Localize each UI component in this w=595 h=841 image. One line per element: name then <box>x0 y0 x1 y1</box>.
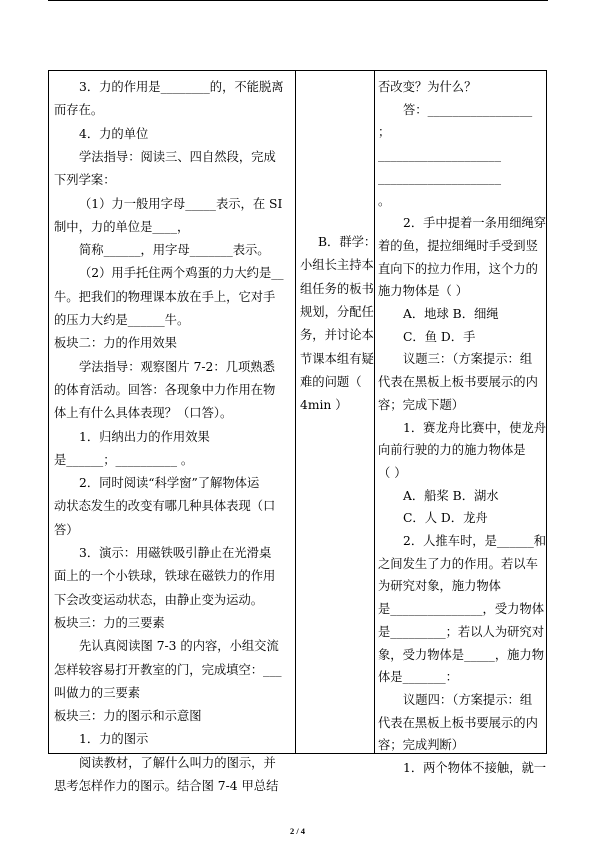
right-column-line: ； <box>378 125 391 140</box>
left-column-line: 板块二：力的作用效果 <box>54 336 177 351</box>
right-column-line: 2．手中提着一条用细绳穿 <box>403 216 547 231</box>
left-column-line: （2）用手托住两个鸡蛋的力大约是__ <box>79 266 284 281</box>
right-column-line: 是_______________，受力物体 <box>378 602 545 617</box>
page-top-rule <box>48 0 548 1</box>
right-column-line: 。 <box>378 193 391 208</box>
left-column-line: 面上的一个小铁球，铁球在磁铁力的作用 <box>54 569 276 584</box>
right-column-line: （ ） <box>378 465 407 480</box>
right-column-line: ____________________ <box>378 170 501 185</box>
left-column-line: 2．同时阅读“科学窗”了解物体运 <box>79 476 260 491</box>
left-column-line: 的压力大约是______牛。 <box>54 313 190 327</box>
right-column-line: 议题四：（方案提示：组 <box>403 692 533 707</box>
left-column-line: 3．力的作用是________的，不能脱离 <box>79 80 284 94</box>
left-column-line: 板块三：力的图示和示意图 <box>54 709 202 724</box>
left-column-line: 1．力的图示 <box>79 732 149 747</box>
middle-column-line: 务，并讨论本 <box>300 328 374 343</box>
left-column-line: 下会改变运动状态，由静止变为运动。 <box>54 592 264 607</box>
right-column-line: ____________________ <box>378 148 501 163</box>
left-column-line: 思考怎样作力的图示。结合图 7-4 甲总结 <box>54 779 279 793</box>
page-number: 2 / 4 <box>289 826 306 836</box>
right-column-line: 为研究对象，施力物体 <box>378 579 501 594</box>
middle-column-line: 节课本组有疑 <box>300 351 374 366</box>
left-column-line: 叫做力的三要素 <box>54 685 141 700</box>
left-column-line: 1．归纳出力的作用效果 <box>79 429 210 444</box>
column-divider-left <box>295 71 296 753</box>
left-column-line: 3．演示：用磁铁吸引静止在光滑桌 <box>79 546 272 560</box>
left-column-line: 学法指导：阅读三、四自然段，完成 <box>79 149 276 164</box>
middle-column-line: 规划，分配任 <box>300 304 374 319</box>
right-column-line: 容；完成下题） <box>378 397 465 412</box>
left-column-line: 是______；__________ 。 <box>54 452 194 467</box>
left-column-line: 牛。把我们的物理课本放在手上，它对手 <box>54 289 276 304</box>
right-column-line: 施力物体是（ ） <box>378 284 468 299</box>
left-column-line: 简称______，用字母_______表示。 <box>79 243 270 258</box>
left-column-line: 4．力的单位 <box>79 126 149 141</box>
lesson-table <box>48 70 547 793</box>
right-column-line: 1．赛龙舟比赛中，使龙舟 <box>403 420 547 435</box>
left-column-line: 怎样较容易打开教室的门，完成填空：___ <box>54 662 282 677</box>
middle-column-line: 组任务的板书 <box>300 281 374 296</box>
left-column-line: 制中，力的单位是____， <box>54 219 190 234</box>
middle-column-line: 小组长主持本 <box>300 258 374 273</box>
left-column-line: 板块三：力的三要素 <box>54 615 165 630</box>
right-column-line: 象，受力物体是_____，施力物 <box>378 647 545 662</box>
right-column-line: 着的鱼，提拉细绳时手受到竖 <box>378 238 538 253</box>
right-column-line: A．地球 B．细绳 <box>403 307 499 321</box>
right-column-line: 直向下的拉力作用，这个力的 <box>378 261 538 276</box>
right-column-line: C．鱼 D．手 <box>403 329 476 344</box>
left-column-line: 学法指导：观察图片 7-2：几项熟悉 <box>79 359 275 374</box>
right-column-line: 2．人推车时，是______和 <box>403 534 547 548</box>
left-column-line: 的体育活动。回答：各现象中力作用在物 <box>54 382 276 397</box>
middle-column-line: 4min ） <box>300 398 348 413</box>
right-column-line: 体是_______： <box>378 670 458 685</box>
right-column-line: 代表在黑板上板书要展示的内 <box>378 715 538 730</box>
column-divider-right <box>374 71 375 753</box>
left-column-line: 答） <box>54 522 79 537</box>
right-column-line: 1．两个物体不接触，就一 <box>403 761 547 775</box>
middle-column-line: 难的问题（ <box>300 374 362 389</box>
right-column-line: 议题三：（方案提示：组 <box>403 352 533 367</box>
left-column-line: 先认真阅读图 7-3 的内容，小组交流 <box>79 639 279 654</box>
left-column-line: 而存在。 <box>54 103 104 118</box>
right-column-line: 否改变？为什么？ <box>378 80 477 94</box>
left-column-line: 体上有什么具体表现？（口答）。 <box>54 406 233 421</box>
right-column-line: 代表在黑板上板书要展示的内 <box>378 375 538 390</box>
left-column-line: 下列学案： <box>54 173 116 188</box>
right-column-line: 容；完成判断） <box>378 738 465 753</box>
right-column-line: 向前行驶的力的施力物体是 <box>378 443 526 458</box>
right-column-line: 之间发生了力的作用。若以车 <box>378 556 538 571</box>
left-column-line: 阅读教材，了解什么叫力的图示，并 <box>79 755 276 770</box>
right-column-line: A．船桨 B．湖水 <box>403 488 499 503</box>
right-column-line: 是_________；若以人为研究对 <box>378 624 545 639</box>
left-column-line: 动状态发生的改变有哪几种具体表现（口 <box>54 499 276 514</box>
left-column-line: （1）力一般用字母_____表示，在 SI <box>79 196 283 211</box>
middle-column-line: B．群学： <box>318 235 377 249</box>
right-column-line: C．人 D．龙舟 <box>403 511 488 526</box>
right-column-line: 答：_________________ <box>403 102 533 117</box>
